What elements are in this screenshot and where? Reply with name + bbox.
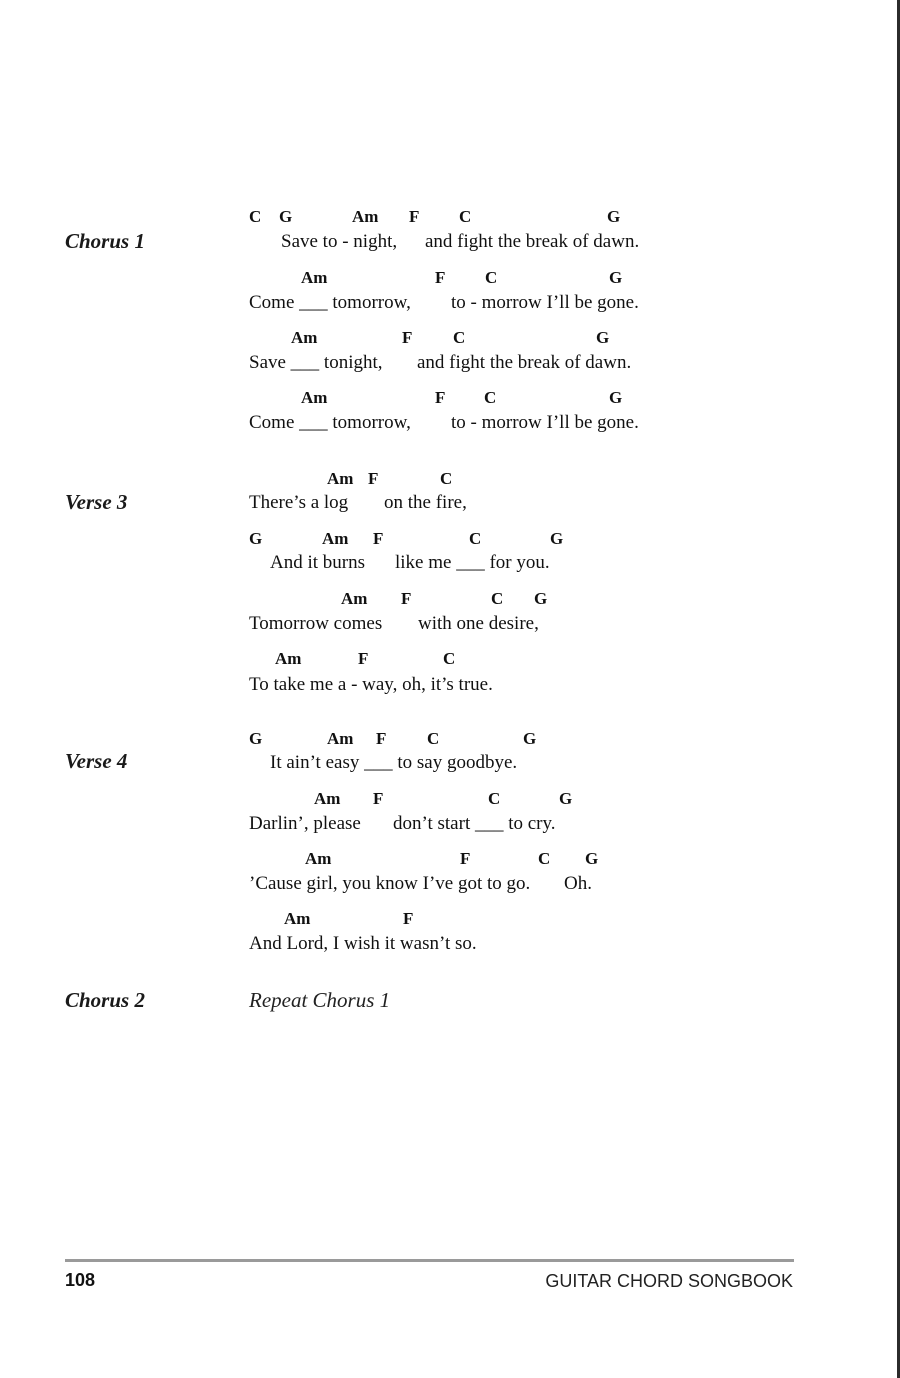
chord: F xyxy=(435,268,446,287)
chord: G xyxy=(609,268,623,287)
lyric-line: like me ___ for you. xyxy=(395,552,550,573)
lyric-line: and fight the break of dawn. xyxy=(425,231,640,252)
section-label: Verse 4 xyxy=(65,749,128,773)
chord: C xyxy=(427,729,440,748)
chord: C xyxy=(459,207,472,226)
section-label: Chorus 2 xyxy=(65,988,145,1012)
chord: Am xyxy=(291,328,318,347)
lyric-line: and fight the break of dawn. xyxy=(417,352,632,373)
chord: G xyxy=(596,328,610,347)
chord: C xyxy=(538,849,551,868)
section-label: Verse 3 xyxy=(65,490,128,514)
chord: G xyxy=(585,849,599,868)
chord: Am xyxy=(327,729,354,748)
chord: Am xyxy=(314,789,341,808)
lyric-line: To take me a - way, oh, it’s true. xyxy=(249,674,493,695)
lyric-line: Come ___ tomorrow, xyxy=(249,412,411,433)
book-title: GUITAR CHORD SONGBOOK xyxy=(545,1271,793,1291)
chord: F xyxy=(376,729,387,748)
chord: Am xyxy=(322,529,349,548)
lyric-line: don’t start ___ to cry. xyxy=(393,813,556,834)
lyric-line: Come ___ tomorrow, xyxy=(249,292,411,313)
section-label: Chorus 1 xyxy=(65,229,145,253)
chord: F xyxy=(373,529,384,548)
chord: G xyxy=(249,729,263,748)
chord: C xyxy=(488,789,501,808)
chord: F xyxy=(460,849,471,868)
lyric-line: to - morrow I’ll be gone. xyxy=(451,292,639,313)
chord: C xyxy=(469,529,482,548)
chord: Am xyxy=(301,268,328,287)
repeat-instruction: Repeat Chorus 1 xyxy=(249,988,391,1012)
chord: G xyxy=(550,529,564,548)
page-number: 108 xyxy=(65,1270,96,1290)
chord: C xyxy=(453,328,466,347)
lyric-line: Save ___ tonight, xyxy=(249,352,383,373)
chord: C xyxy=(249,207,262,226)
lyric-line: Tomorrow comes xyxy=(249,613,383,634)
lyric-line: to - morrow I’ll be gone. xyxy=(451,412,639,433)
chord: C xyxy=(484,388,497,407)
chord: Am xyxy=(275,649,302,668)
chord: C xyxy=(440,469,453,488)
chord: F xyxy=(368,469,379,488)
chord: F xyxy=(403,909,414,928)
chord: Am xyxy=(301,388,328,407)
lyric-line: And Lord, I wish it wasn’t so. xyxy=(249,933,477,954)
chord: F xyxy=(435,388,446,407)
chord: Am xyxy=(341,589,368,608)
lyric-line: with one desire, xyxy=(418,613,539,634)
lyric-line: Oh. xyxy=(564,873,592,894)
chord: G xyxy=(249,529,263,548)
lyric-line: Darlin’, please xyxy=(249,813,361,834)
chord: F xyxy=(401,589,412,608)
lyric-line: There’s a log xyxy=(249,492,349,513)
chord: G xyxy=(534,589,548,608)
chord: G xyxy=(609,388,623,407)
chord: F xyxy=(373,789,384,808)
chord: F xyxy=(358,649,369,668)
chord: F xyxy=(409,207,420,226)
chord: Am xyxy=(327,469,354,488)
chord: G xyxy=(279,207,293,226)
chord: Am xyxy=(352,207,379,226)
chord: G xyxy=(559,789,573,808)
lyric-line: It ain’t easy ___ to say goodbye. xyxy=(270,752,518,773)
lyric-line: ’Cause girl, you know I’ve got to go. xyxy=(249,873,531,894)
chord: C xyxy=(443,649,456,668)
lyric-line: on the fire, xyxy=(384,492,467,513)
lyric-line: Save to - night, xyxy=(281,231,398,252)
chord: C xyxy=(485,268,498,287)
chord: Am xyxy=(305,849,332,868)
chord: G xyxy=(607,207,621,226)
chord: F xyxy=(402,328,413,347)
chord: G xyxy=(523,729,537,748)
chord: C xyxy=(491,589,504,608)
footer-divider xyxy=(65,1259,794,1262)
chord: Am xyxy=(284,909,311,928)
lyric-line: And it burns xyxy=(270,552,365,573)
